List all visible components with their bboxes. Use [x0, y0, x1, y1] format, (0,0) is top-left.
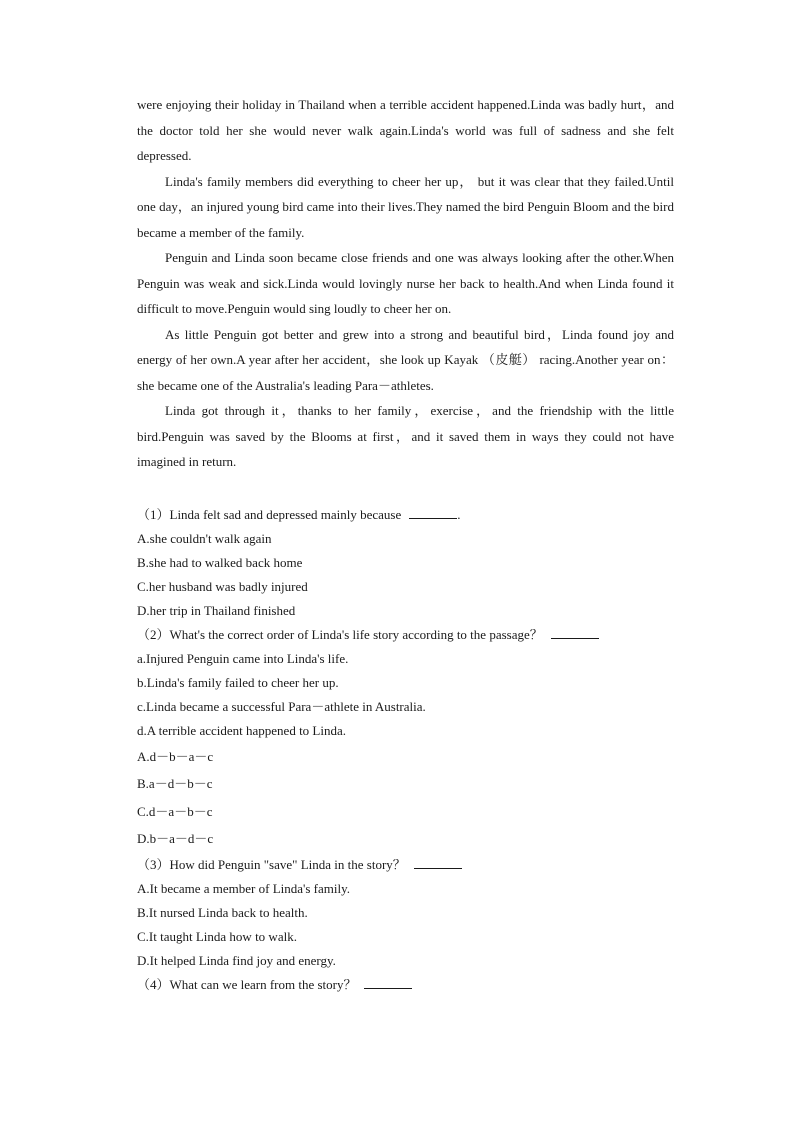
passage-paragraph-5: Linda got through it，thanks to her family，exercise，and the friendship with the little bird.Penguin was saved by the Blooms at first，and it saved them in ways they could not have imagined in return. [137, 403, 674, 469]
option-b[interactable]: B.It nursed Linda back to health. [137, 904, 308, 920]
event-d: d.A terrible accident happened to Linda. [137, 722, 347, 738]
passage-paragraph-4: As little Penguin got better and grew into a strong and beautiful bird，Linda found joy and energy of her own.A year after her accident，she look up Kayak （皮艇） racing.Another year on：she became one of the Australia's leading Para－athletes. [137, 326, 674, 393]
option-a[interactable]: A.she couldn't walk again [137, 530, 272, 546]
event-a: a.Injured Penguin came into Linda's life. [137, 650, 349, 666]
question-1 [137, 503, 674, 623]
document-page [137, 92, 674, 997]
question-4-stem: （4）What can we learn from the story？ [137, 976, 357, 992]
reading-passage [137, 92, 674, 475]
option-c[interactable]: C.d－a－b－c [137, 803, 213, 819]
question-1-stem: （1）Linda felt sad and depressed mainly because [137, 506, 402, 522]
option-b[interactable]: B.a－d－b－c [137, 776, 213, 791]
question-3-stem: （3）How did Penguin "save" Linda in the story？ [137, 856, 406, 872]
option-d[interactable]: D.It helped Linda find joy and energy. [137, 952, 336, 968]
question-2-stem: （2）What's the correct order of Linda's life story according to the passage？ [137, 626, 543, 642]
passage-paragraph-3: Penguin and Linda soon became close friends and one was always looking after the other.When Penguin was weak and sick.Linda would lovingly nurse her back to health.And when Linda found it difficult to move.Penguin would sing loudly to cheer her on. [137, 250, 674, 316]
question-4 [137, 973, 674, 997]
passage-paragraph-1: were enjoying their holiday in Thailand when a terrible accident happened.Linda was badly hurt，and the doctor told her she would never walk again.Linda's world was full of sadness and she felt depressed. [137, 97, 674, 163]
answer-blank[interactable] [414, 856, 462, 869]
option-a[interactable]: A.d－b－a－c [137, 748, 214, 764]
event-b: b.Linda's family failed to cheer her up. [137, 674, 339, 690]
answer-blank[interactable] [364, 976, 412, 989]
option-d[interactable]: D.b－a－d－c [137, 831, 214, 846]
option-b[interactable]: B.she had to walked back home [137, 554, 303, 570]
answer-blank[interactable] [551, 626, 599, 639]
passage-paragraph-2: Linda's family members did everything to cheer her up， but it was clear that they failed.Until one day，an injured young bird came into their lives.They named the bird Penguin Bloom and the bird became a member of the family. [137, 173, 674, 240]
question-3 [137, 853, 674, 973]
option-c[interactable]: C.her husband was badly injured [137, 578, 308, 594]
answer-blank[interactable] [409, 506, 457, 519]
question-list [137, 503, 674, 997]
question-1-suffix: . [457, 506, 461, 522]
question-2 [137, 623, 674, 853]
option-d[interactable]: D.her trip in Thailand finished [137, 602, 296, 618]
option-a[interactable]: A.It became a member of Linda's family. [137, 880, 351, 896]
event-c: c.Linda became a successful Para－athlete in Australia. [137, 698, 426, 714]
option-c[interactable]: C.It taught Linda how to walk. [137, 928, 297, 944]
